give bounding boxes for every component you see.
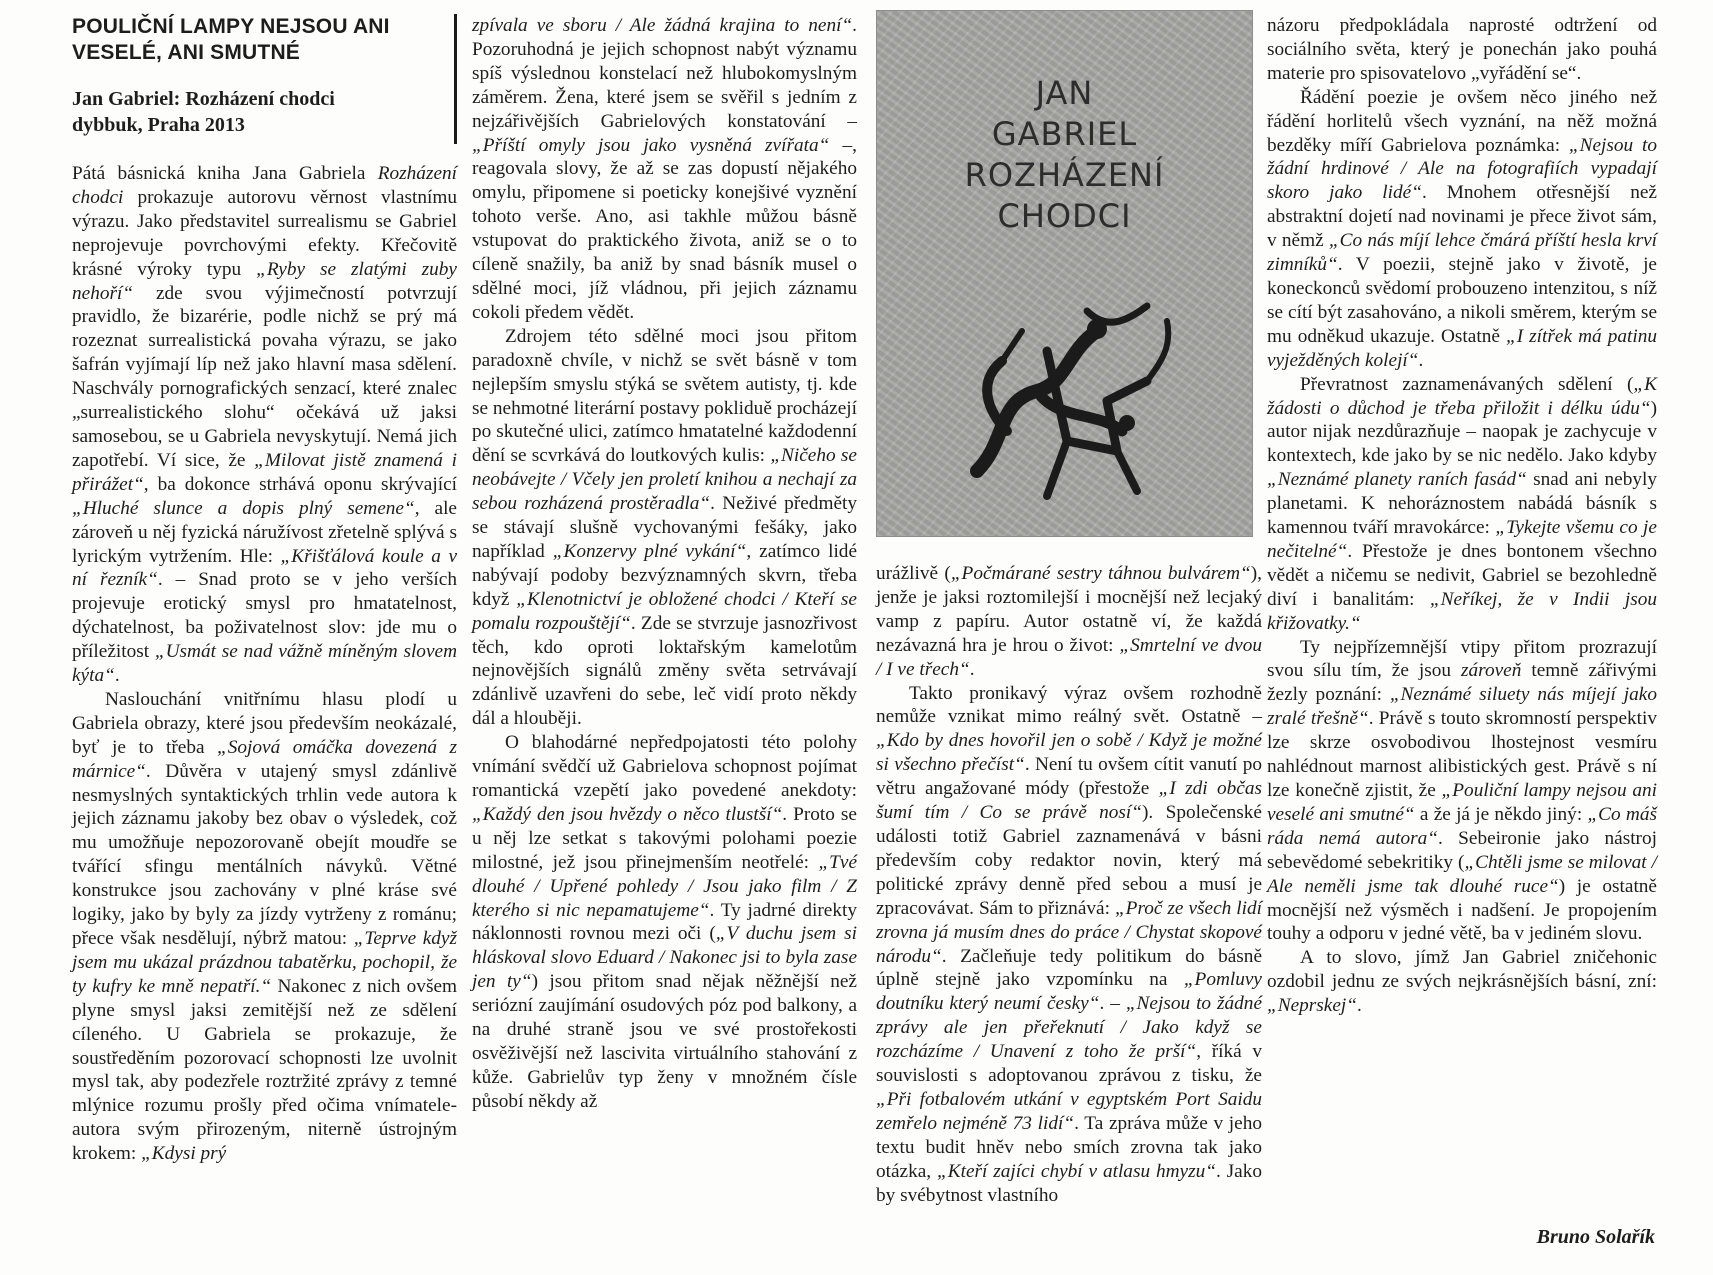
headline: POULIČNÍ LAMPY NEJSOU ANI VESELÉ, ANI SMUTNÉ (72, 15, 390, 64)
cover-title: JAN GABRIEL ROZHÁZENÍ CHODCI (964, 74, 1165, 235)
paragraph: urážlivě („Počmárané sestry táhnou bulvárem“), jenže je jaksi roztomilejší i mocnější než lecjaký vamp z papíru. Autor ostatně ví, že každá nezávazná hra je hrou o život: „Smrtelní ve dvou / I ve třech“. (876, 563, 1262, 680)
author-signature: Bruno Solařík (1536, 1226, 1655, 1248)
column-4-text (1267, 14, 1657, 1018)
title-block (72, 14, 457, 144)
paragraph: Pátá básnická kniha Jana Gabriela Rozházení chodci prokazuje autorovu věrnost vlastnímu výrazu. Jako představitel surrealismu se Gabriel neprojevuje povrchovými efekty. Křečovitě krásné výroky typu „Ryby se zlatými zuby nehoří“ zde svou výjimečností potvrzují pravidlo, že bizarérie, podle nichž se prý má rozeznat surrealistická povaha výrazu, se jako šafrán vyjímají líp než jako hlavní masa sdělení. Naschvály pornografických senzací, které znalec „surrealistického slohu“ očekává už jaksi samosebou, se u Gabriela nevyskytují. Nemá jich zapotřebí. Ví sice, že „Milovat jistě znamená i přirážet“, ba dokonce strhává oponu skrývající „Hluché slunce a dopis plný semene“, ale zároveň u něj fyzická náružívost zřetelně splývá s lyrickým vytržením. Hle: „Křišťálová koule a v ní řezník“. – Snad proto se v jeho verších projevuje erotický smysl pro hmatatelnost, dýchatelnost, ba poživatelnost slov: jde mu o příležitost „Usmát se nad vážně míněným slovem kýta“. (72, 163, 458, 687)
paragraph: Takto pronikavý výraz ovšem rozhodně nemůže vznikat mimo reálný svět. Ostatně – „Kdo by dnes hovořil jen o sobě / Když je možné si všechno přečíst“. Není tu ovšem cítit vanutí po větru angažované módy (přestože „I zdi občas šumí tím / Co se právě nosí“). Společenské události totiž Gabriel zaznamenává v básni především coby redaktor novin, který má politické zprávy denně před sebou a musí je zpracovávat. Sám to přiznává: „Proč ze všech lidí zrovna já musím dnes do práce / Chystat skopové národu“. Začleňuje tedy politikum do básně úplně stejně jako vzpomínku na „Pomluvy doutníku který neumí česky“. – „Nejsou to žádné zprávy ale jen přeřeknutí / Jako když se rozcházíme / Unavení z toho že prší“, říká v souvislosti s adoptovanou zprávou z tisku, že „Při fotbalovém utkání v egyptském Port Saidu zemřelo nejméně 73 lidí“. Ta zpráva může v jeho textu budit hněv nebo smích zrovna tak jako otázka, „Kteří zajíci chybí v atlasu hmyzu“. Jako by svébytnost vlastního (876, 682, 1263, 1206)
column-2 (472, 14, 857, 1114)
paragraph: názoru předpokládala naprosté odtržení od sociálního světa, který je ponechán jako pouhá materie pro spisovatelovo „vyřádění se“. (1267, 15, 1657, 84)
column-1 (72, 14, 457, 1166)
column-2-text (472, 14, 857, 1114)
paragraph: A to slovo, jímž Jan Gabriel zničehonic ozdobil jednu ze svých nejkrásnějších básní, zní: „Neprskej“. (1267, 947, 1657, 1017)
paragraph: O blahodárné nepředpojatosti této polohy vnímání svědčí už Gabrielova schopnost pojímat romantická vzepětí jako povedené anekdoty: „Každý den jsou hvězdy o něco tlustší“. Proto se u něj lze setkat s takovými polohami poezie milostné, jež jsou přinejmenším neotřelé: „Tvé dlouhé / Upřené pohledy / Jsou jako film / Z kterého si nic nepamatujeme“. Ty jadrné direkty náklonnosti rovnou mezi oči („V duchu jsem si hláskoval slovo Eduard / Nakonec jsi to byla zase jen ty“) jsou přitom snad nějak něžnější než seriózní zaujímání osudových póz pod balkony, a na druhé straně jsou ve své prostořekosti osvěživější než lascivita virtuálního stahování z kůže. Gabrielův typ ženy v množném čísle působí někdy až (472, 732, 858, 1112)
column-3-text (876, 562, 1262, 1207)
paragraph: Naslouchání vnitřnímu hlasu plodí u Gabriela obrazy, které jsou především neokázalé, byť je to třeba „Sojová omáčka dovezená z márnice“. Důvěra v utajený smysl zdánlivě nesmyslných syntaktických trhlin vede autora k jejich záznamu jakoby bez obav o výsledek, což mu umožňuje nepozorovaně obejít moudře se tvářící sfingu mentálních návyků. Větné konstrukce jsou zachovány v plné kráse své logiky, jako by byly za jízdy vytrženy z románu; přece však nesdělují, nýbrž matou: „Teprve když jsem mu ukázal prázdnou tabatěrku, pochopil, že ty kufry ke mně nepatří.“ Nakonec z nich ovšem plyne smysl jaksi zemitější než ze sdělení cíleného. U Gabriela se prokazuje, že soustředěním pozorovací schopnosti lze uvolnit mysl tak, aby podezřele roztržité zprávy z temné mlýnice rozumu prošly před očima vnímatele-autora svým přirozeným, niterně ústrojným krokem: „Kdysi prý (72, 688, 458, 1165)
column-4 (1267, 14, 1657, 1018)
paragraph: Řádění poezie je ovšem něco jiného než řádění horlitelů všech vyznání, na něž možná bezděky míří Gabrielova poznámka: „Nejsou to žádní hrdinové / Ale na fotografiích vypadají skoro jako lidé“. Mnohem otřesnější než abstraktní dojetí nad novinami je přece život sám, v němž „Co nás míjí lehce čmárá příští hesla krví zimníků“. V poezii, stejně jako v životě, je koneckonců svědomí probouzeno intenzitou, s níž se cítí být zasahováno, a nikoli směrem, kterým se mu odněkud ukazuje. Ostatně „I zítřek má patinu vyježděných kolejí“. (1267, 86, 1657, 371)
book-info: Jan Gabriel: Rozházení chodci dybbuk, Praha 2013 (72, 88, 335, 136)
column-1-text (72, 162, 457, 1166)
cover-ink-figure (947, 291, 1187, 506)
paragraph: Ty nejpřízemnější vtipy přitom prozrazují svou sílu tím, že jsou zároveň temně zářivými žezly poznání: „Neznámé siluety nás míjejí jako zralé třešně“. Právě s touto skromností perspektiv lze skrze osvobodivou lhostejnost vesmíru nahlédnout marnost alibistických gest. Právě s ní lze konečně zjistit, že „Pouliční lampy nejsou ani veselé ani smutné“ a že já je někdo jiný: „Co máš ráda nemá autora“. Sebeironie jako nástroj sebevědomé sebekritiky („Chtěli jsme se milovat / Ale neměli jsme tak dlouhé ruce“) je ostatně mocnější než výsměch i nadšení. Je propojením touhy a odporu v jedné větě, ba v jediném slovu. (1267, 636, 1658, 945)
paragraph: zpívala ve sboru / Ale žádná krajina to není“. Pozoruhodná je jejich schopnost nabýt významu spíš výslednou konstelací než hlubokomyslným záměrem. Žena, které jsem se svěřil s jedním z nejzářivějších Gabrielových konstatování – „Příští omyly jsou jako vysněná zvířata“ –, reagovala slovy, že až se zas dopustí nějakého omylu, připomene si poeticky konejšivé vyznění tohoto verše. Ano, asi takhle můžou básně vstupovat do praktického života, aniž se o to cíleně snažily, ba aniž by snad básník musel o sdělné moci, jíž vládnou, při jejich záznamu cokoli předem vědět. (472, 15, 857, 323)
paragraph: Zdrojem této sdělné moci jsou přitom paradoxně chvíle, v nichž se svět básně v tom nejlepším smyslu stýká se světem autisty, tj. kde se nehmotné literární postavy pokliduě procházejí po skutečné ulici, zatímco hmatatelné každodenní dění se scvrkává do loutkových kulis: „Ničeho se neobávejte / Včely jen proletí knihou a nechají za sebou rozházená prostěradla“. Neživé předměty se stávají slušně vychovanými fešáky, jako například „Konzervy plné vykání“, zatímco lidé nabývají podoby bezvýznamných skvrn, třeba když „Klenotnictví je obložené chodci / Kteří se pomalu rozpouštějí“. Zde se stvrzuje jasnozřivost těch, kdo oproti loktařským kamelotům nejnovějších signálů změny světa setrvávají zdánlivě uzavřeni do sebe, leč vidí proto někdy dál a hlouběji. (472, 325, 858, 730)
book-cover (876, 10, 1253, 537)
paragraph: Převratnost zaznamenávaných sdělení („K žádosti o důchod je třeba přiložit i délku údu“) autor nijak nezdůrazňuje – naopak je zachycuje v kontextech, kde jako by se nic nedělo. Jako kdyby „Neznámé planety raních fasád“ snad ani nebyly planetami. K nehoráznostem nabádá básník s kamennou tváří mravokárce: „Tykejte všemu co je nečitelné“. Přestože je dnes bontonem všechno vědět a ničemu se nedivit, Gabriel se bezohledně diví i banalitám: „Neříkej, že v Indii jsou křižovatky.“ (1267, 373, 1657, 634)
